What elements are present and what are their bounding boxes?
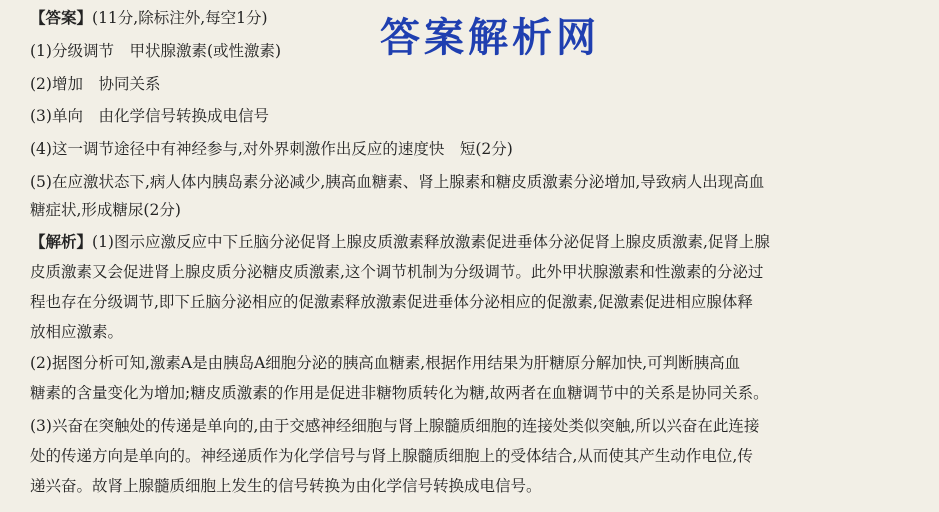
analysis-line: 放相应激素。 bbox=[30, 323, 124, 341]
answer-line: (2)增加 协同关系 bbox=[30, 75, 161, 93]
answer-line: (3)单向 由化学信号转换成电信号 bbox=[30, 107, 269, 125]
answer-line: (4)这一调节途径中有神经参与,对外界刺激作出反应的速度快 短(2分) bbox=[30, 140, 513, 158]
analysis-line: (1)图示应激反应中下丘脑分泌促肾上腺皮质激素释放激素促进垂体分泌促肾上腺皮质激素,促肾上腺 bbox=[92, 233, 770, 251]
analysis-line: (2)据图分析可知,激素A是由胰岛A细胞分泌的胰高血糖素,根据作用结果为肝糖原分解加快,可判断胰高血 bbox=[30, 354, 741, 372]
answer-line: (1)分级调节 甲状腺激素(或性激素) bbox=[30, 42, 282, 60]
answer-line: 糖症状,形成糖尿(2分) bbox=[30, 201, 181, 219]
analysis-line: 处的传递方向是单向的。神经递质作为化学信号与肾上腺髓质细胞上的受体结合,从而使其产生动作电位,传 bbox=[30, 447, 753, 465]
answer-label: 【答案】 bbox=[30, 9, 93, 27]
analysis-line: 递兴奋。故肾上腺髓质细胞上发生的信号转换为由化学信号转换成电信号。 bbox=[30, 477, 542, 495]
answer-score-note: (11分,除标注外,每空1分) bbox=[92, 9, 268, 27]
analysis-line: (3)兴奋在突触处的传递是单向的,由于交感神经细胞与肾上腺髓质细胞的连接处类似突触,所以兴奋在此连接 bbox=[30, 417, 760, 435]
answer-line: (5)在应激状态下,病人体内胰岛素分泌减少,胰高血糖素、肾上腺素和糖皮质激素分泌增加,导致病人出现高血 bbox=[30, 173, 765, 191]
analysis-label: 【解析】 bbox=[30, 233, 93, 251]
analysis-header-line bbox=[30, 232, 925, 252]
answer-header-line bbox=[30, 8, 925, 28]
analysis-line: 程也存在分级调节,即下丘脑分泌相应的促激素释放激素促进垂体分泌相应的促激素,促激素促进相应腺体释 bbox=[30, 293, 753, 311]
analysis-line: 糖素的含量变化为增加;糖皮质激素的作用是促进非糖物质转化为糖,故两者在血糖调节中的关系是协同关系。 bbox=[30, 384, 769, 402]
analysis-line: 皮质激素又会促进肾上腺皮质分泌糖皮质激素,这个调节机制为分级调节。此外甲状腺激素和性激素的分泌过 bbox=[30, 263, 764, 281]
site-watermark: 答案解析网 bbox=[380, 15, 600, 61]
